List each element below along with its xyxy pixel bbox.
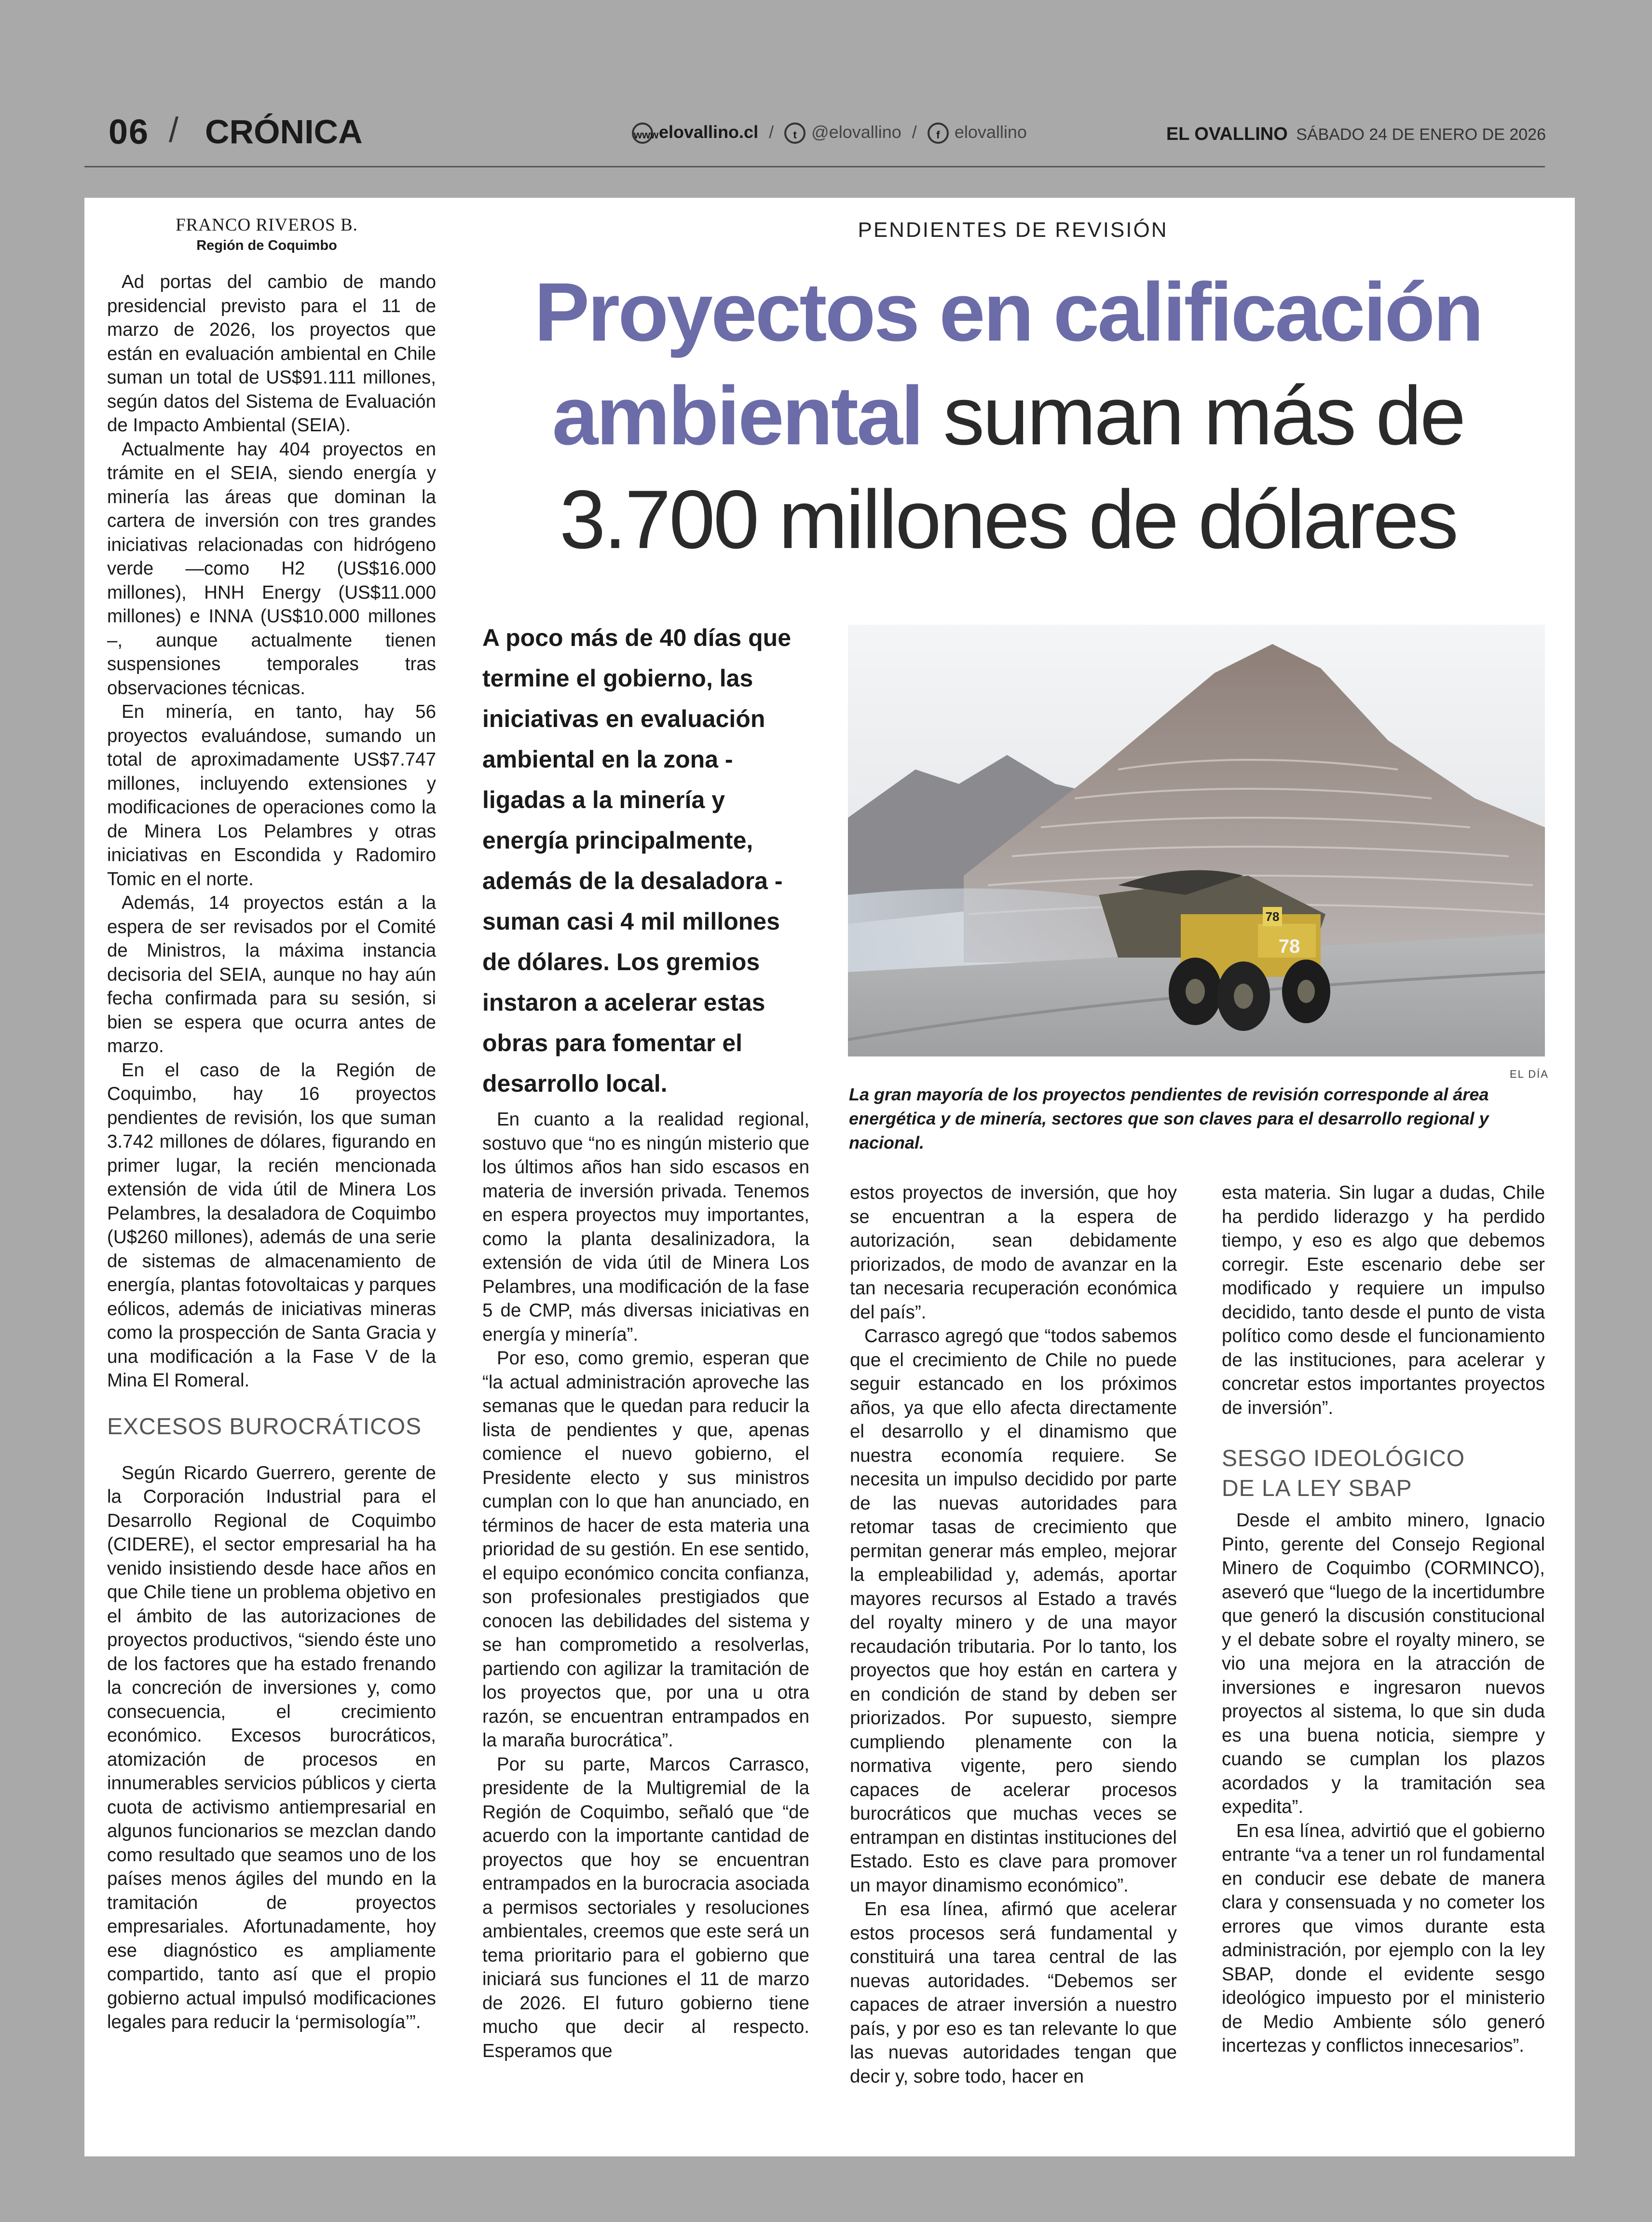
facebook-link[interactable]: elovallino [954, 122, 1027, 142]
paragraph: Por su parte, Marcos Carrasco, presidente de la Multigremial de la Región de Coquimbo, señaló que “de acuerdo con la importante cantidad de proyectos que hoy se encuentran entrampados en la burocracia asociada a permisos sectoriales y resoluciones ambientales, creemos que este será un tema prioritario para el gobierno que iniciará sus funciones el 11 de marzo de 2026. El futuro gobierno tiene mucho que decir al respecto. Esperamos que [482, 1754, 809, 2061]
paragraph: En el caso de la Región de Coquimbo, hay 16 proyectos pendientes de revisión, los que suman 3.742 millones de dólares, figurando en primer lugar, la recién mencionada extensión de vida útil de Minera Los Pelambres, la desaladora de Coquimbo (U$260 millones), además de una serie de sistemas de almacenamiento de energía, plantas fotovoltaicas y parques eólicos, además de iniciativas mineras como la prospección de Santa Gracia y una modificación a la Fase V de la Mina El Romeral. [107, 1059, 436, 1391]
paragraph: En minería, en tanto, hay 56 proyectos evaluándose, sumando un total de aproximadamente US$7.747 millones, incluyendo extensiones y modificaciones de operaciones como la de Minera Los Pelambres y otras iniciativas en Escondida y Radomiro Tomic en el norte. [107, 701, 436, 890]
header-rule [84, 166, 1545, 167]
header-slash: / [169, 111, 179, 150]
photo-caption: La gran mayoría de los proyectos pendientes de revisión corresponde al área energética y de minería, sectores que son claves para el desarrollo regional y nacional. [849, 1084, 1489, 1152]
body-column-2 [482, 1108, 809, 2063]
social-separator: / [912, 122, 917, 142]
headline-light-2: 3.700 millones de dólares [559, 473, 1457, 566]
twitter-link[interactable]: @elovallino [811, 122, 901, 142]
headline-bold: Proyectos en calificación ambiental [534, 266, 1482, 462]
section-title: CRÓNICA [205, 113, 363, 151]
paragraph: Según Ricardo Guerrero, gerente de la Corporación Industrial para el Desarrollo Regional de Coquimbo (CIDERE), el sector empresarial ha ha venido insistiendo desde hace años en que Chile tiene un problema objetivo en el ámbito de las autorizaciones de proyectos productivos, “siendo éste uno de los factores que ha estado frenando la concreción de inversiones y, como consecuencia, el crecimiento económico. Excesos burocráticos, atomización de procesos en innumerables servicios públicos y cierta cuota de activismo antiempresarial en algunos funcionarios se mezclan dando como resultado que seamos uno de los países menos ágiles del mundo en la tramitación de proyectos empresariales. Afortunadamente, hoy ese diagnóstico es ampliamente compartido, tanto así que el propio gobierno actual impulsó modificaciones legales para reducir la ‘permisología’”. [107, 1462, 436, 2032]
paragraph: Ad portas del cambio de mando presidencial previsto para el 11 de marzo de 2026, los proyectos que están en evaluación ambiental en Chile suman un total de US$91.111 millones, según datos del Sistema de Evaluación de Impacto Ambiental (SEIA). [107, 272, 436, 436]
paragraph: Desde el ambito minero, Ignacio Pinto, gerente del Consejo Regional Minero de Coquimbo (CORMINCO), aseveró que “luego de la incertidumbre que generó la discusión constitucional y el debate sobre el royalty minero, se vio una mejora en la atracción de inversiones e ingresaron nuevos proyectos al sistema, lo que sin duda es una buena noticia, siempre y cuando se cumplan los plazos acordados y la tramitación sea expedita”. [1222, 1510, 1545, 1817]
truck-number: 78 [1278, 936, 1300, 957]
masthead-name: EL OVALLINO [1166, 124, 1288, 144]
facebook-icon: f [928, 123, 949, 144]
website-link[interactable]: elovallino.cl [659, 122, 759, 142]
paragraph: Actualmente hay 404 proyectos en trámite en el SEIA, siendo energía y minería las áreas que dominan la cartera de inversión con tres grandes iniciativas relacionadas con hidrógeno verde —como H2 (US$16.000 millones), HNH Energy (US$11.000 millones) e INNA (US$10.000 millones –, aunque actualmente tienen suspensiones temporales tras observaciones técnicas. [107, 439, 436, 699]
twitter-icon: t [784, 123, 806, 144]
headline-light-1: suman más de [943, 370, 1464, 462]
paragraph: En esa línea, afirmó que acelerar estos procesos será fundamental y constituirá una tarea central de las nuevas autoridades. “Debemos ser capaces de atraer inversión a nuestro país, y por eso es tan relevante lo que las nuevas autoridades tengan que decir y, sobre todo, hacer en [850, 1899, 1177, 2087]
page-number: 06 [109, 113, 150, 151]
paragraph: Además, 14 proyectos están a la espera de ser revisados por el Comité de Ministros, la máxima instancia decisoria del SEIA, aunque no hay aún fecha confirmada para su sesión, si bien se espera que ocurra antes de marzo. [107, 892, 436, 1056]
mine-photo [848, 625, 1545, 1056]
paragraph: estos proyectos de inversión, que hoy se encuentran a la espera de autorización, sean debidamente priorizados, de modo de avanzar en la tan necesaria recuperación económica del país”. [850, 1182, 1177, 1323]
web-icon: www [632, 123, 653, 144]
subhead-sesgo-1: SESGO IDEOLÓGICO [1222, 1446, 1465, 1471]
truck-number-small: 78 [1265, 909, 1280, 924]
body-column-1 [107, 270, 436, 2034]
paragraph: En cuanto a la realidad regional, sostuvo que “no es ningún misterio que los últimos años han sido escasos en materia de inversión privada. Tenemos en espera proyectos muy importantes, como la planta desalinizadora, la extensión de vida útil de Minera Los Pelambres, una modificación de la fase 5 de CMP, más diversas iniciativas en energía y minería”. [482, 1109, 809, 1345]
photo-credit: EL DÍA [1510, 1068, 1549, 1080]
paragraph: Carrasco agregó que “todos sabemos que el crecimiento de Chile no puede seguir estancado en los próximos años, ya que ello afecta directamente el desarrollo y el dinamismo que nuestra economía requiere. Se necesita un impulso decidido por parte de las nuevas autoridades para retomar tasas de crecimiento que permitan generar más empleo, mejorar la empleabilidad y, además, aportar mayores recursos al Estado a través del royalty minero y de una mayor recaudación tributaria. Por lo tanto, los proyectos que hoy están en cartera y en condición de stand by deben ser priorizados. Por supuesto, siempre cumpliendo plenamente con la normativa vigente, pero siendo capaces de acelerar procesos burocráticos que muchas veces se entrampan en distintas instituciones del Estado. Esto es clave para promover un mayor dinamismo económico”. [850, 1326, 1177, 1896]
headline [478, 261, 1539, 572]
paragraph: Por eso, como gremio, esperan que “la actual administración aproveche las semanas que le quedan para reducir la lista de pendientes y que, apenas comience el nuevo gobierno, el Presidente electo y sus ministros cumplan con lo que han anunciado, en términos de hacer de esta materia una prioridad de su gestión. En ese sentido, el equipo económico concita confianza, son profesionales prestigiados que conocen las debilidades del sistema y se han comprometido a resolverlas, partiendo con agilizar la tramitación de los proyectos que, por una u otra razón, se encuentran entrampados en la maraña burocrática”. [482, 1348, 809, 1751]
issue-date: SÁBADO 24 DE ENERO DE 2026 [1296, 125, 1546, 144]
subhead-sesgo-2: DE LA LEY SBAP [1222, 1476, 1412, 1501]
page-header [109, 109, 1546, 157]
paragraph: esta materia. Sin lugar a dudas, Chile ha perdido liderazgo y ha perdido tiempo, y eso es algo que debemos corregir. Este escenario debe ser modificado y requiere un impulso decidido, tanto desde el punto de vista político como desde el funcionamiento de las instituciones, para acelerar y concretar estos importantes proyectos de inversión”. [1222, 1182, 1545, 1418]
social-separator: / [769, 122, 774, 142]
paragraph: En esa línea, advirtió que el gobierno entrante “va a tener un rol fundamental en conducir ese debate de manera clara y consensuada y no cometer los errores que vimos durante esta administración, por ejemplo con la ley SBAP, donde el evidente sesgo ideológico impuesto por el ministerio de Medio Ambiente sólo generó incertezas y conflictos innecesarios”. [1222, 1820, 1545, 2056]
masthead [1166, 124, 1546, 145]
subhead-excesos: EXCESOS BUROCRÁTICOS [107, 1413, 422, 1440]
body-column-4 [1222, 1181, 1545, 2058]
article-deck: A poco más de 40 días que termine el gobierno, las iniciativas en evaluación ambiental en la zona - ligadas a la minería y energía principalmente, además de la desaladora - suman casi 4 mil millones de dólares. Los gremios instaron a acelerar estas obras para fomentar el desarrollo local. [482, 624, 792, 1097]
body-column-3 [850, 1181, 1177, 2088]
social-links [632, 122, 1033, 144]
kicker: PENDIENTES DE REVISIÓN [858, 218, 1168, 242]
author-name: FRANCO RIVEROS B. [176, 215, 358, 235]
author-region: Región de Coquimbo [196, 238, 337, 253]
